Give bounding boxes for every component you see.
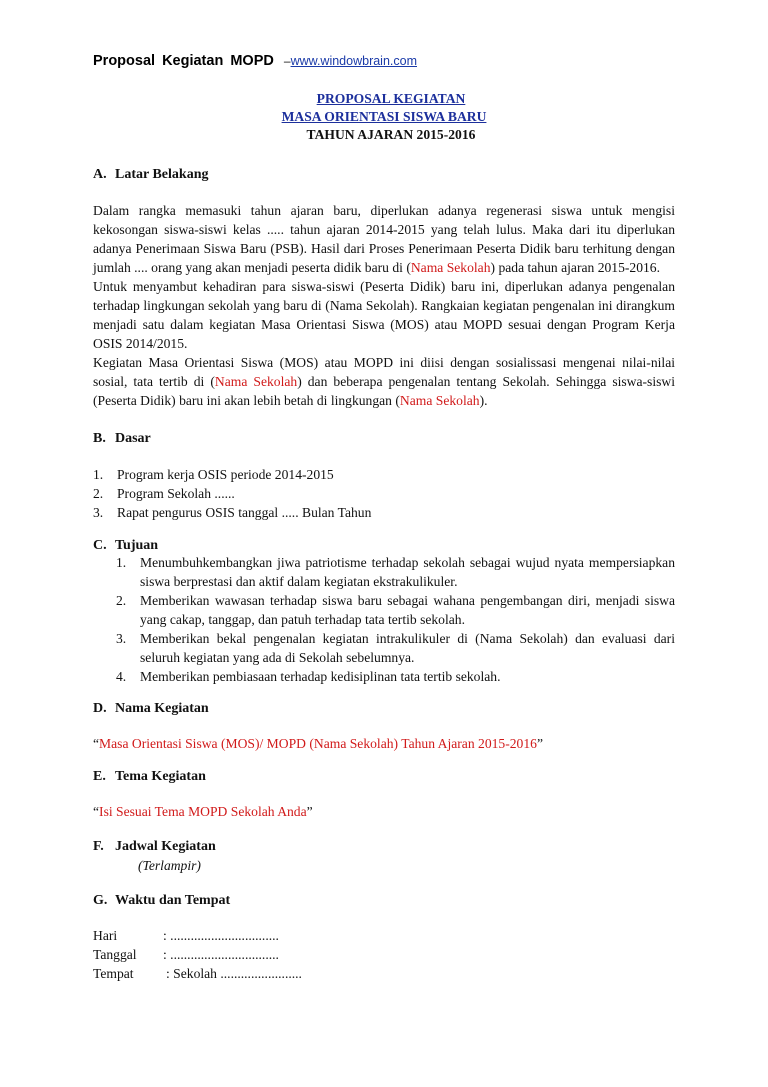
section-heading: E. Tema Kegiatan xyxy=(93,769,206,784)
title-line-3: TAHUN AJARAN 2015-2016 xyxy=(306,127,476,142)
header-dash: – xyxy=(283,54,291,68)
title-line-2: MASA ORIENTASI SISWA BARU xyxy=(281,109,487,124)
placeholder-nama-sekolah: Nama Sekolah xyxy=(399,393,480,408)
document-title xyxy=(0,90,768,144)
section-nama-kegiatan xyxy=(93,699,675,718)
section-heading: C. Tujuan xyxy=(93,538,159,553)
schedule-row: Tanggal : ................................ xyxy=(93,947,279,962)
schedule-table xyxy=(93,926,675,983)
jadwal-note: (Terlampir) xyxy=(138,858,201,873)
list-item: 3. Rapat pengurus OSIS tanggal ..... Bulan Tahun xyxy=(93,505,372,520)
list-item: 2. Memberikan wawasan terhadap siswa baru sebagai wahana pengembangan diri, menjadi siswa yang cakap, tanggap, dan patuh terhadap tata tertib sekolah. xyxy=(116,593,675,627)
section-latar-belakang xyxy=(93,165,675,184)
section-heading: A. Latar Belakang xyxy=(93,167,209,182)
list-item: 1. Menumbuhkembangkan jiwa patriotisme terhadap sekolah sebagai wujud nyata mempersiapkan siswa berprestasi dan aktif dalam kegiatan ekstrakulikuler. xyxy=(116,555,675,589)
schedule-row: Hari : ................................ xyxy=(93,928,279,943)
section-heading: B. Dasar xyxy=(93,431,151,446)
list-item: 2. Program Sekolah ...... xyxy=(93,486,235,501)
section-b-list xyxy=(93,465,675,522)
section-tema-kegiatan xyxy=(93,767,675,786)
placeholder-nama-sekolah: Nama Sekolah xyxy=(410,260,491,275)
tema-kegiatan-value: “Isi Sesuai Tema MOPD Sekolah Anda” xyxy=(93,804,313,819)
nama-kegiatan-value: “Masa Orientasi Siswa (MOS)/ MOPD (Nama Sekolah) Tahun Ajaran 2015-2016” xyxy=(93,736,543,751)
list-item: 1. Program kerja OSIS periode 2014-2015 xyxy=(93,467,334,482)
section-a-body xyxy=(93,201,675,410)
section-waktu-tempat xyxy=(93,891,675,910)
section-heading: G. Waktu dan Tempat xyxy=(93,893,231,908)
section-heading: F. Jadwal Kegiatan xyxy=(93,839,216,854)
section-heading: D. Nama Kegiatan xyxy=(93,701,209,716)
header-link[interactable]: www.windowbrain.com xyxy=(290,54,417,68)
header-title: Proposal Kegiatan MOPD xyxy=(93,53,274,69)
paragraph: Kegiatan Masa Orientasi Siswa (MOS) atau MOPD ini diisi dengan sosialissasi mengenai nilai-nilai sosial, tata tertib di (Nama Sekolah) dan beberapa pengenalan tentang Sekolah. Sehingga siswa-siswi (Peserta Didik) baru ini akan lebih betah di lingkungan (Nama Sekolah). xyxy=(93,355,676,408)
page-header xyxy=(93,52,417,71)
title-line-1: PROPOSAL KEGIATAN xyxy=(316,91,466,106)
placeholder-nama-sekolah: Nama Sekolah xyxy=(214,374,298,389)
paragraph: Dalam rangka memasuki tahun ajaran baru, diperlukan adanya regenerasi siswa untuk mengisi kekosongan siswa-siswi kelas ..... tahun ajaran 2014-2015 yang telah lulus. Maka dari itu diperlukan adanya Penerimaan Siswa Baru (PSB). Hasil dari Proses Penerimaan Peserta Didik baru terhitung dengan jumlah .... orang yang akan menjadi peserta didik baru di (Nama Sekolah) pada tahun ajaran 2015-2016. xyxy=(93,203,675,275)
list-item: 3. Memberikan bekal pengenalan kegiatan intrakulikuler di (Nama Sekolah) dan evaluasi dari seluruh kegiatan yang ada di Sekolah sebelumnya. xyxy=(116,631,675,665)
list-item: 4. Memberikan pembiasaan terhadap kedisiplinan tata tertib sekolah. xyxy=(116,669,501,684)
section-jadwal-kegiatan xyxy=(93,837,675,875)
schedule-row: Tempat : Sekolah ........................ xyxy=(93,966,302,981)
section-c-list xyxy=(93,553,675,686)
paragraph: Untuk menyambut kehadiran para siswa-siswi (Peserta Didik) baru ini, diperlukan adanya pengenalan terhadap lingkungan sekolah yang baru di (Nama Sekolah). Rangkaian kegiatan pengenalan ini dirangkum menjadi satu dalam kegiatan Masa Orientasi Siswa (MOS) atau MOPD sesuai dengan Program Kerja OSIS 2014/2015. xyxy=(93,279,675,351)
section-dasar xyxy=(93,429,675,448)
